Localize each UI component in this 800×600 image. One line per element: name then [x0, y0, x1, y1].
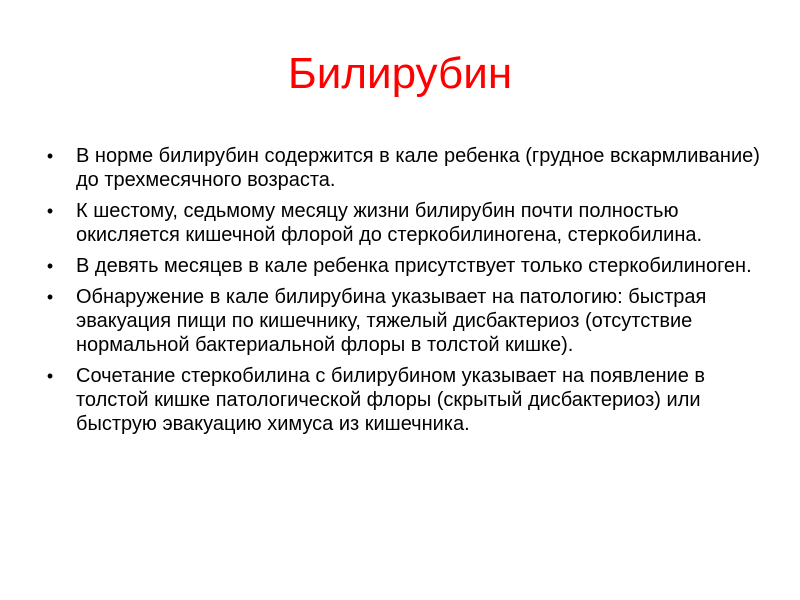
bullet-item: [40, 285, 760, 357]
bullet-icon: •: [46, 256, 54, 276]
slide-title: Билирубин: [287, 49, 513, 98]
bullet-text: Обнаружение в кале билирубина указывает на патологию: быстрая эвакуация пищи по кишечнику, тяжелый дисбактериоз (отсутствие нормальной бактериальной флоры в толстой кишке).: [76, 286, 707, 356]
bullet-icon: •: [46, 146, 54, 166]
bullet-icon: •: [46, 287, 54, 307]
bullet-text: К шестому, седьмому месяцу жизни билирубин почти полностью окисляется кишечной флорой до стеркобилиногена, стеркобилина.: [76, 200, 703, 246]
bullet-list: [40, 144, 760, 443]
bullet-item: [40, 254, 760, 278]
bullet-icon: •: [46, 366, 54, 386]
bullet-text: В девять месяцев в кале ребенка присутствует только стеркобилиноген.: [76, 255, 752, 277]
bullet-item: [40, 364, 760, 436]
bullet-item: [40, 144, 760, 192]
bullet-text: Сочетание стеркобилина с билирубином указывает на появление в толстой кишке патологической флоры (скрытый дисбактериоз) или быструю эвакуацию химуса из кишечника.: [76, 365, 706, 435]
bullet-text: В норме билирубин содержится в кале ребенка (грудное вскармливание) до трехмесячного возраста.: [76, 145, 760, 191]
bullet-icon: •: [46, 201, 54, 221]
bullet-item: [40, 199, 760, 247]
